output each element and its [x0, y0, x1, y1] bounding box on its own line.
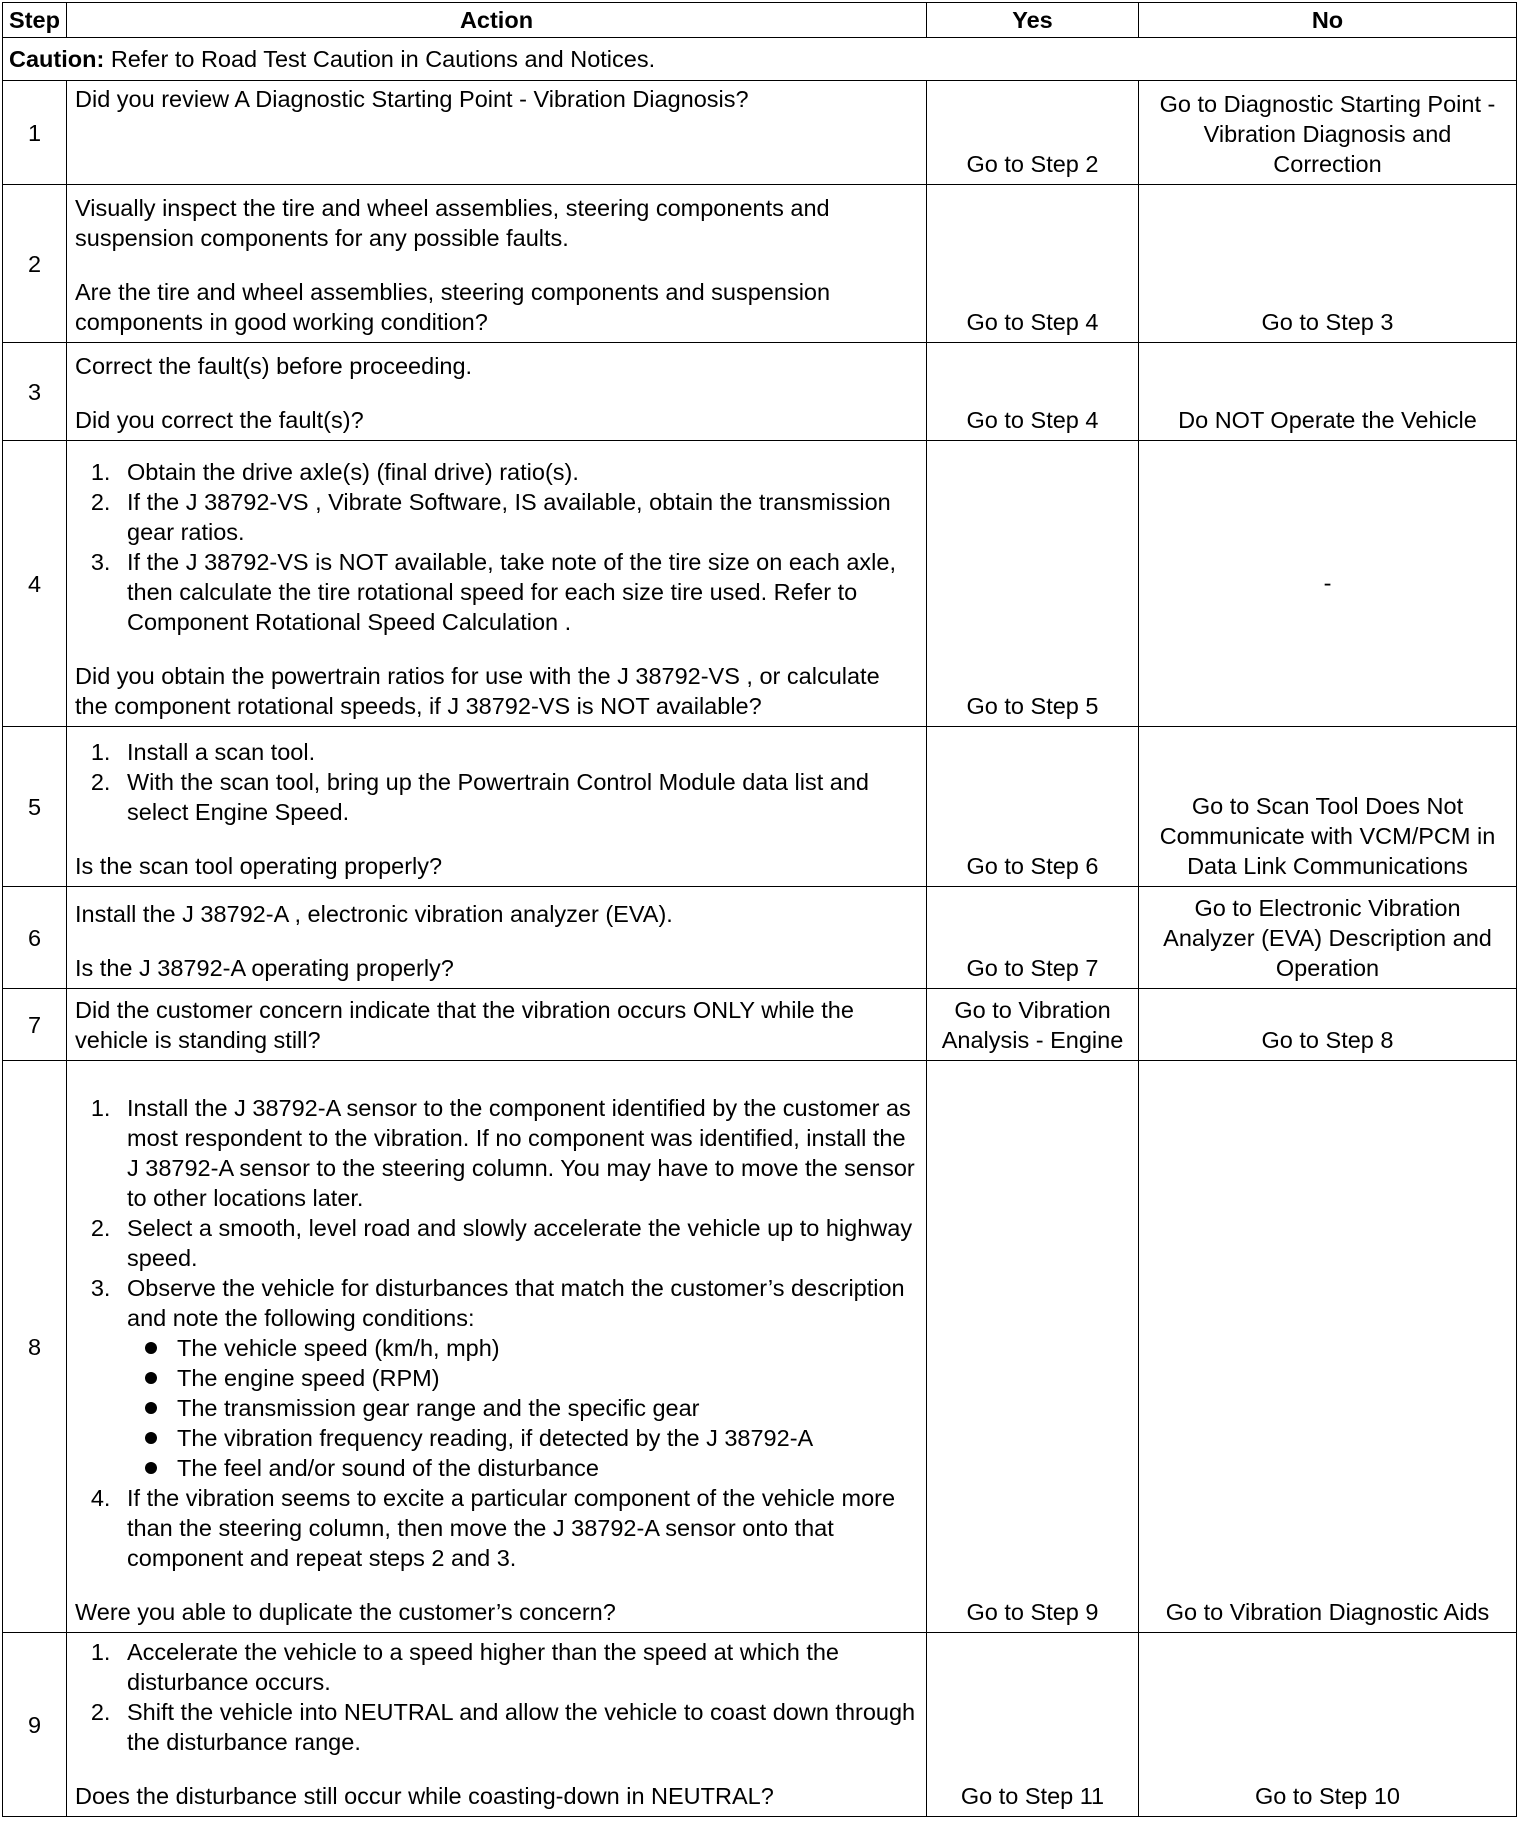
action-question: Did you obtain the powertrain ratios for use with the J 38792-VS , or calculate the component rotational speeds, if J 38792-VS is NOT available?	[75, 663, 880, 719]
table-row	[3, 727, 1517, 887]
action-cell	[67, 1633, 927, 1817]
yes-cell: Go to Step 4	[927, 185, 1139, 343]
action-question: Is the J 38792-A operating properly?	[75, 955, 454, 981]
table-row	[3, 343, 1517, 441]
bullet-item: The engine speed (RPM)	[167, 1363, 918, 1393]
procedure-list	[75, 1093, 918, 1573]
header-action: Action	[67, 3, 927, 38]
action-text: Visually inspect the tire and wheel assemblies, steering components and suspension components for any possible faults.	[75, 195, 830, 251]
action-cell	[67, 185, 927, 343]
no-cell: Go to Step 10	[1139, 1633, 1517, 1817]
step-number: 5	[3, 727, 67, 887]
header-yes: Yes	[927, 3, 1139, 38]
bullet-item: The feel and/or sound of the disturbance	[167, 1453, 918, 1483]
diagnostic-table	[2, 2, 1517, 1817]
list-item-text: Observe the vehicle for disturbances that match the customer’s description and note the following conditions:	[127, 1275, 905, 1331]
no-cell: Go to Scan Tool Does Not Communicate with VCM/PCM in Data Link Communications	[1139, 727, 1517, 887]
no-cell: Go to Step 3	[1139, 185, 1517, 343]
step-number: 9	[3, 1633, 67, 1817]
action-cell	[67, 727, 927, 887]
bullet-item: The vibration frequency reading, if detected by the J 38792-A	[167, 1423, 918, 1453]
table-row	[3, 185, 1517, 343]
list-item: 1. Install a scan tool.	[117, 737, 918, 767]
procedure-list	[75, 457, 918, 637]
step-number: 7	[3, 989, 67, 1061]
yes-cell: Go to Step 4	[927, 343, 1139, 441]
step-number: 4	[3, 441, 67, 727]
condition-list	[127, 1333, 918, 1483]
action-question: Did you correct the fault(s)?	[75, 407, 364, 433]
list-item	[117, 1273, 918, 1483]
caution-label: Caution:	[9, 46, 105, 72]
action-cell	[67, 343, 927, 441]
yes-cell: Go to Step 6	[927, 727, 1139, 887]
step-number: 6	[3, 887, 67, 989]
list-item: 2. If the J 38792-VS , Vibrate Software, IS available, obtain the transmission gear ratios.	[117, 487, 918, 547]
yes-cell: Go to Step 11	[927, 1633, 1139, 1817]
no-cell: Go to Vibration Diagnostic Aids	[1139, 1061, 1517, 1633]
list-item: 3. If the J 38792-VS is NOT available, take note of the tire size on each axle, then calculate the tire rotational speed for each size tire used. Refer to Component Rotational Speed Calculation .	[117, 547, 918, 637]
action-question: Are the tire and wheel assemblies, steering components and suspension components in good working condition?	[75, 279, 831, 335]
yes-cell: Go to Vibration Analysis - Engine	[927, 989, 1139, 1061]
header-no: No	[1139, 3, 1517, 38]
list-item: 2. Select a smooth, level road and slowly accelerate the vehicle up to highway speed.	[117, 1213, 918, 1273]
list-item: 2. Shift the vehicle into NEUTRAL and allow the vehicle to coast down through the disturbance range.	[117, 1697, 918, 1757]
yes-cell: Go to Step 5	[927, 441, 1139, 727]
no-cell: Go to Diagnostic Starting Point - Vibration Diagnosis and Correction	[1139, 81, 1517, 185]
table-row	[3, 989, 1517, 1061]
list-item: 2. With the scan tool, bring up the Powertrain Control Module data list and select Engine Speed.	[117, 767, 918, 827]
yes-cell: Go to Step 7	[927, 887, 1139, 989]
action-cell	[67, 887, 927, 989]
action-question: Is the scan tool operating properly?	[75, 853, 443, 879]
step-number: 2	[3, 185, 67, 343]
action-cell	[67, 1061, 927, 1633]
procedure-list	[75, 737, 918, 827]
table-row	[3, 1061, 1517, 1633]
table-row	[3, 887, 1517, 989]
action-text: Correct the fault(s) before proceeding.	[75, 353, 473, 379]
action-text: Did the customer concern indicate that the vibration occurs ONLY while the vehicle is standing still?	[75, 997, 854, 1053]
table-row	[3, 81, 1517, 185]
procedure-list	[75, 1637, 918, 1757]
caution-note	[3, 38, 1517, 81]
caution-row	[3, 38, 1517, 81]
list-item: 4. If the vibration seems to excite a particular component of the vehicle more than the steering column, then move the J 38792-A sensor onto that component and repeat steps 2 and 3.	[117, 1483, 918, 1573]
header-row	[3, 3, 1517, 38]
yes-cell: Go to Step 9	[927, 1061, 1139, 1633]
no-cell: -	[1139, 441, 1517, 727]
yes-cell: Go to Step 2	[927, 81, 1139, 185]
step-number: 3	[3, 343, 67, 441]
action-cell	[67, 81, 927, 185]
action-cell	[67, 441, 927, 727]
action-question: Were you able to duplicate the customer’s concern?	[75, 1599, 616, 1625]
no-cell: Do NOT Operate the Vehicle	[1139, 343, 1517, 441]
caution-text: Refer to Road Test Caution in Cautions and Notices.	[104, 46, 656, 72]
list-item: 1. Install the J 38792-A sensor to the component identified by the customer as most respondent to the vibration. If no component was identified, install the J 38792-A sensor to the steering column. You may have to move the sensor to other locations later.	[117, 1093, 918, 1213]
list-item: 1. Obtain the drive axle(s) (final drive) ratio(s).	[117, 457, 918, 487]
action-question: Does the disturbance still occur while coasting-down in NEUTRAL?	[75, 1783, 774, 1809]
header-step: Step	[3, 3, 67, 38]
no-cell: Go to Step 8	[1139, 989, 1517, 1061]
step-number: 1	[3, 81, 67, 185]
list-item: 1. Accelerate the vehicle to a speed higher than the speed at which the disturbance occurs.	[117, 1637, 918, 1697]
bullet-item: The vehicle speed (km/h, mph)	[167, 1333, 918, 1363]
action-text: Did you review A Diagnostic Starting Point - Vibration Diagnosis?	[75, 86, 749, 112]
table-row	[3, 441, 1517, 727]
no-cell: Go to Electronic Vibration Analyzer (EVA) Description and Operation	[1139, 887, 1517, 989]
action-cell	[67, 989, 927, 1061]
table-row	[3, 1633, 1517, 1817]
step-number: 8	[3, 1061, 67, 1633]
action-text: Install the J 38792-A , electronic vibration analyzer (EVA).	[75, 901, 673, 927]
bullet-item: The transmission gear range and the specific gear	[167, 1393, 918, 1423]
